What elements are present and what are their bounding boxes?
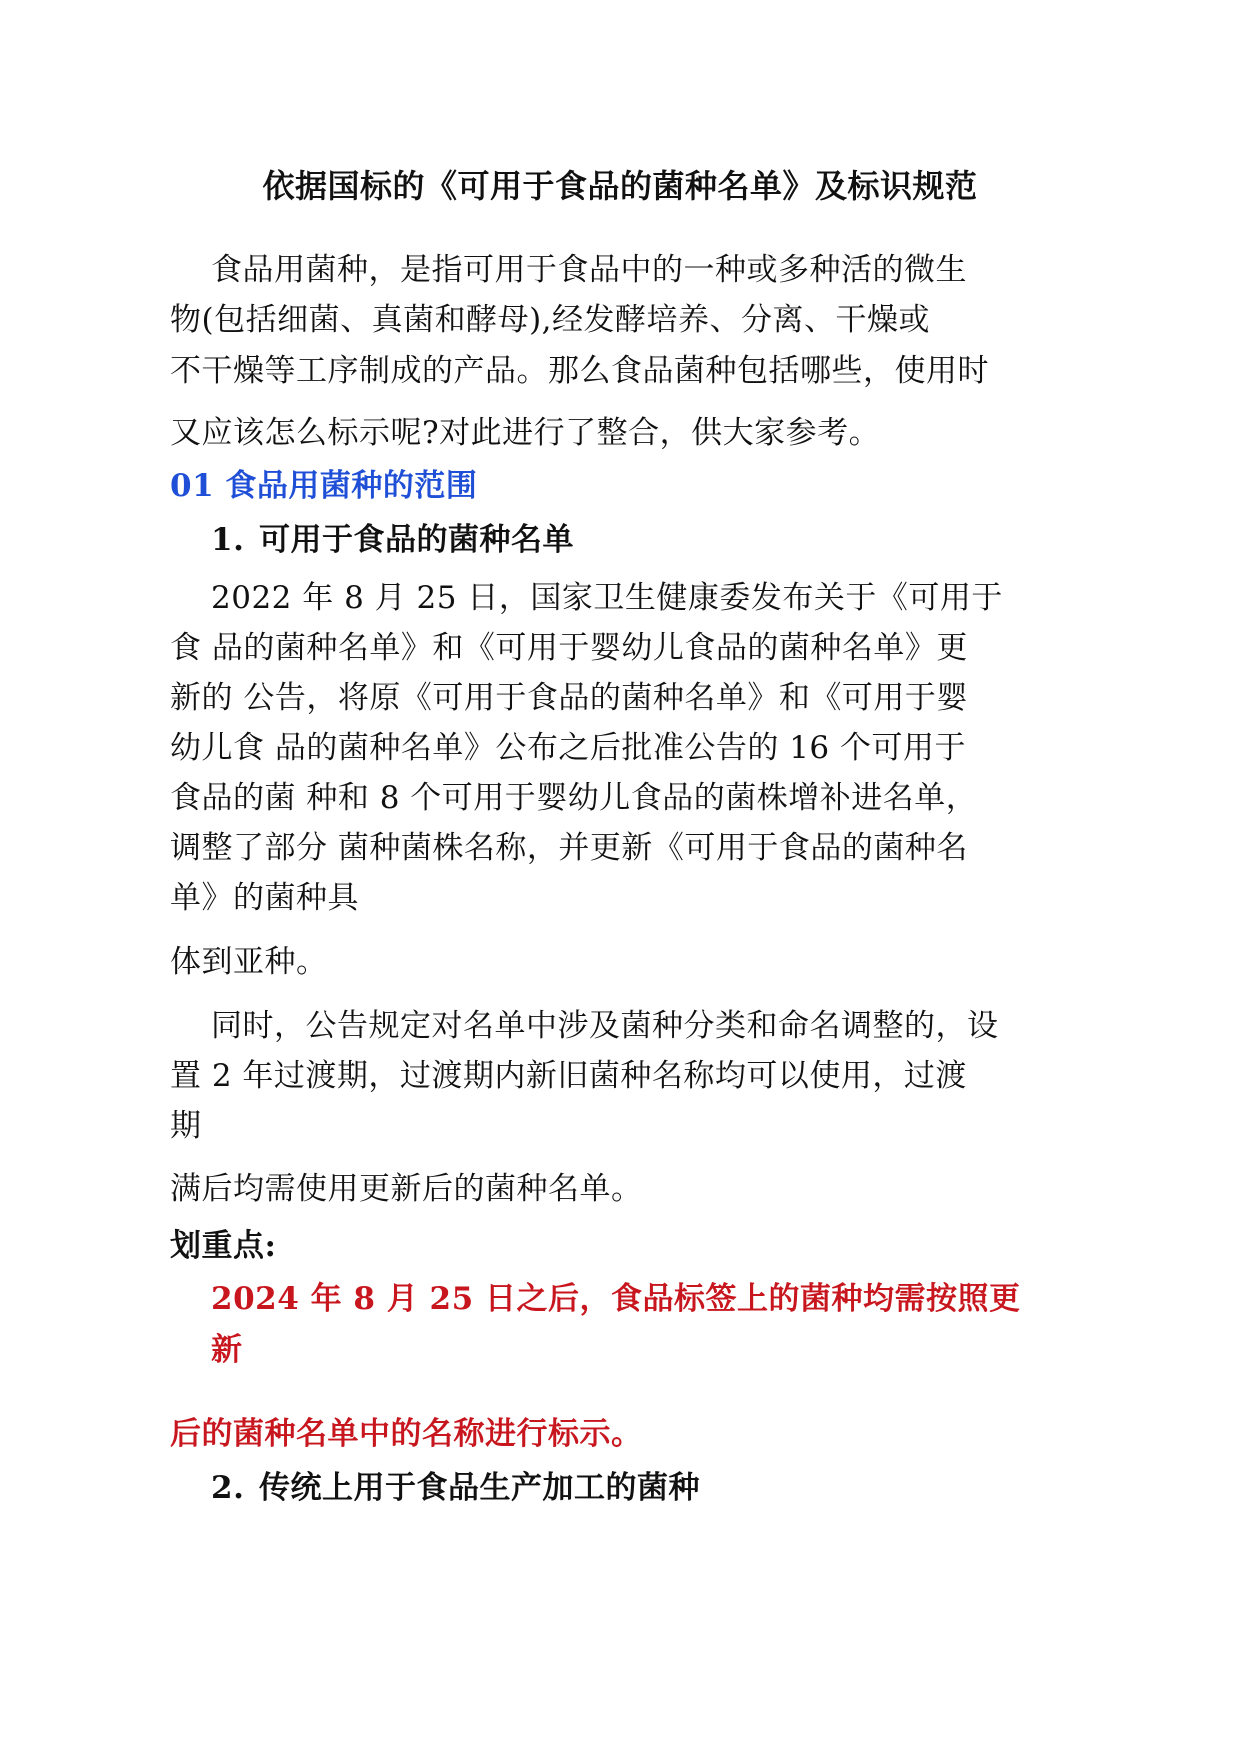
intro-line-1: 食品用菌种，是指可用于食品中的一种或多种活的微生: [211, 252, 967, 288]
key-point-line-2: 新: [211, 1332, 243, 1368]
document-title: 依据国标的《可用于食品的菌种名单》及标识规范: [262, 167, 978, 205]
para1-line-3: 新的 公告，将原《可用于食品的菌种名单》和《可用于婴: [170, 680, 968, 716]
subheading-2-title: 传统上用于食品生产加工的菌种: [259, 1470, 700, 1506]
para1-line-6: 调整了部分 菌种菌株名称，并更新《可用于食品的菌种名: [170, 830, 968, 866]
section-heading-01: 01 食品用菌种的范围: [170, 468, 478, 504]
intro-line-4: 又应该怎么标示呢?对此进行了整合，供大家参考。: [170, 415, 881, 451]
para2-line-3: 期: [170, 1108, 202, 1144]
para1-line-5: 食品的菌 种和 8 个可用于婴幼儿食品的菌株增补进名单，: [170, 780, 978, 816]
para1-line-2: 食 品的菌种名单》和《可用于婴幼儿食品的菌种名单》更: [170, 630, 968, 666]
subheading-1-number: 1.: [211, 522, 245, 558]
subheading-2-number: 2.: [211, 1470, 245, 1506]
intro-line-2: 物(包括细菌、真菌和酵母),经发酵培养、分离、干燥或: [170, 302, 931, 338]
key-point-label: 划重点:: [170, 1228, 277, 1264]
para1-line-1: 2022 年 8 月 25 日，国家卫生健康委发布关于《可用于: [211, 580, 1003, 616]
key-point-line-1: 2024 年 8 月 25 日之后，食品标签上的菌种均需按照更: [211, 1281, 1021, 1317]
subheading-1-title: 可用于食品的菌种名单: [259, 522, 574, 558]
para1-line-8: 体到亚种。: [170, 944, 328, 980]
intro-line-3: 不干燥等工序制成的产品。那么食品菌种包括哪些，使用时: [170, 353, 989, 389]
key-point-line-3: 后的菌种名单中的名称进行标示。: [170, 1416, 643, 1452]
para2-line-1: 同时，公告规定对名单中涉及菌种分类和命名调整的，设: [211, 1008, 999, 1044]
para2-line-4: 满后均需使用更新后的菌种名单。: [170, 1171, 643, 1207]
para1-line-4: 幼儿食 品的菌种名单》公布之后批准公告的 16 个可用于: [170, 730, 967, 766]
para2-line-2: 置 2 年过渡期，过渡期内新旧菌种名称均可以使用，过渡: [170, 1058, 967, 1094]
para1-line-7: 单》的菌种具: [170, 880, 359, 916]
